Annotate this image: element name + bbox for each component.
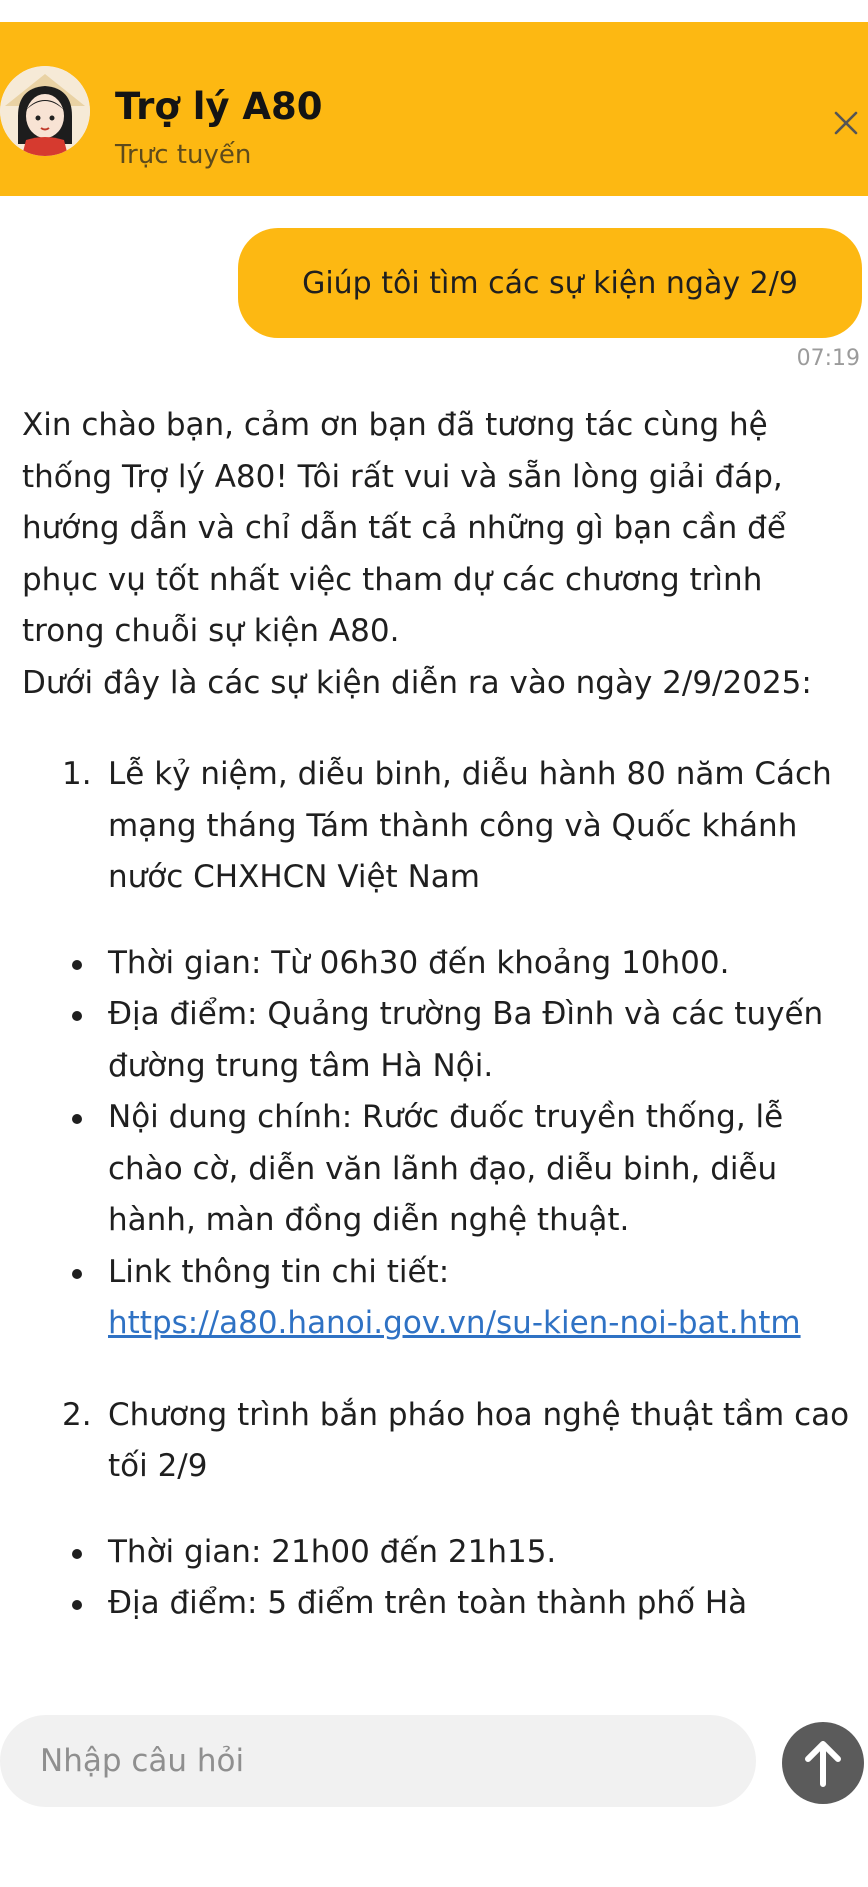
close-icon[interactable] — [828, 105, 864, 141]
event-location: Địa điểm: Quảng trường Ba Đình và các tuyến đường trung tâm Hà Nội. — [22, 989, 852, 1092]
event-number: 1. — [62, 756, 92, 792]
chat-header — [0, 22, 868, 196]
question-input-container — [0, 1715, 756, 1807]
user-message-bubble — [238, 228, 862, 338]
event-time: Thời gian: 21h00 đến 21h15. — [22, 1527, 852, 1579]
event-title: Chương trình bắn pháo hoa nghệ thuật tầm cao tối 2/9 — [108, 1396, 850, 1484]
online-status: Trực tuyến — [115, 140, 252, 170]
event-details — [22, 1527, 852, 1630]
bot-message — [22, 400, 852, 1697]
event-item — [22, 1390, 852, 1493]
event-detail-link[interactable]: https://a80.hanoi.gov.vn/su-kien-noi-bat.htm — [108, 1305, 801, 1341]
assistant-avatar — [0, 66, 90, 156]
event-item — [22, 749, 852, 904]
send-button[interactable] — [782, 1722, 864, 1804]
event-link-row — [22, 1247, 852, 1350]
arrow-up-icon — [782, 1722, 864, 1804]
event-content: Nội dung chính: Rước đuốc truyền thống, lễ chào cờ, diễn văn lãnh đạo, diễu binh, diễu hành, màn đồng diễn nghệ thuật. — [22, 1092, 852, 1247]
event-title: Lễ kỷ niệm, diễu binh, diễu hành 80 năm Cách mạng tháng Tám thành công và Quốc khánh nước CHXHCN Việt Nam — [108, 756, 832, 895]
bot-lead-text: Dưới đây là các sự kiện diễn ra vào ngày 2/9/2025: — [22, 664, 812, 701]
event-details — [22, 938, 852, 1350]
question-input[interactable] — [40, 1715, 730, 1807]
event-location: Địa điểm: 5 điểm trên toàn thành phố Hà — [22, 1578, 852, 1630]
user-message-text: Giúp tôi tìm các sự kiện ngày 2/9 — [302, 265, 798, 301]
chat-title: Trợ lý A80 — [115, 85, 323, 128]
bot-intro-text: Xin chào bạn, cảm ơn bạn đã tương tác cùng hệ thống Trợ lý A80! Tôi rất vui và sẵn lòng giải đáp, hướng dẫn và chỉ dẫn tất cả những gì bạn cần để phục vụ tốt nhất việc tham dự các chương trình trong chuỗi sự kiện A80. — [22, 407, 786, 649]
event-number: 2. — [62, 1396, 92, 1433]
event-time: Thời gian: Từ 06h30 đến khoảng 10h00. — [22, 938, 852, 990]
event-link-label: Link thông tin chi tiết: — [108, 1253, 450, 1290]
message-timestamp: 07:19 — [796, 346, 860, 371]
